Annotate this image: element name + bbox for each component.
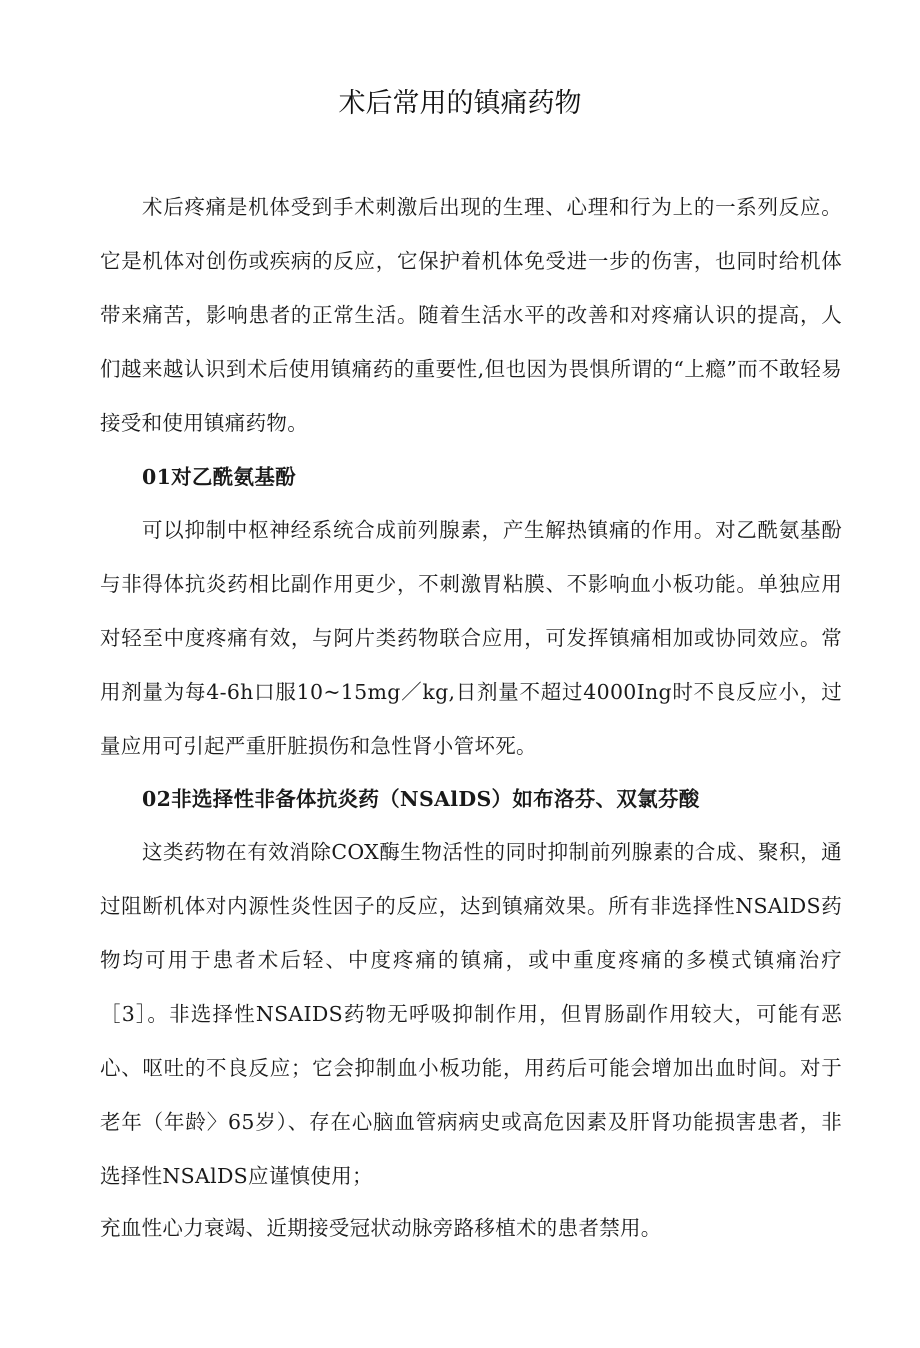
section-heading-nsaids: 02非选择性非备体抗炎药（NSAlDS）如布洛芬、双氯芬酸: [142, 787, 700, 811]
page-title: 术后常用的镇痛药物: [338, 88, 582, 119]
contraindication-note: 充血性心力衰竭、近期接受冠状动脉旁路移植术的患者禁用。: [100, 1216, 662, 1240]
section-heading-acetaminophen: 01对乙酰氨基酚: [142, 465, 296, 489]
section-body-acetaminophen: 可以抑制中枢神经系统合成前列腺素，产生解热镇痛的作用。对乙酰氨基酚与非得体抗炎药相比副作用更少，不刺激胃粘膜、不影响血小板功能。单独应用对轻至中度疼痛有效，与阿片类药物联合应用，可发挥镇痛相加或协同效应。常用剂量为每4-6h口服10~15mg／kg,日剂量不超过4000Ing时不良反应小，过量应用可引起严重肝脏损伤和急性肾小管坏死。: [100, 518, 842, 758]
section-body-nsaids: 这类药物在有效消除COX酶生物活性的同时抑制前列腺素的合成、聚积，通过阻断机体对内源性炎性因子的反应，达到镇痛效果。所有非选择性NSAlDS药物均可用于患者术后轻、中度疼痛的镇痛，或中重度疼痛的多模式镇痛治疗［3］。非选择性NSAIDS药物无呼吸抑制作用，但胃肠副作用较大，可能有恶心、呕吐的不良反应；它会抑制血小板功能，用药后可能会增加出血时间。对于老年（年龄〉65岁）、存在心脑血管病病史或高危因素及肝肾功能损害患者，非选择性NSAlDS应谨慎使用；: [100, 840, 842, 1188]
intro-paragraph: 术后疼痛是机体受到手术刺激后出现的生理、心理和行为上的一系列反应。它是机体对创伤或疾病的反应，它保护着机体免受进一步的伤害，也同时给机体带来痛苦，影响患者的正常生活。随着生活水平的改善和对疼痛认识的提高，人们越来越认识到术后使用镇痛药的重要性,但也因为畏惧所谓的“上瘾”而不敢轻易接受和使用镇痛药物。: [100, 195, 842, 435]
